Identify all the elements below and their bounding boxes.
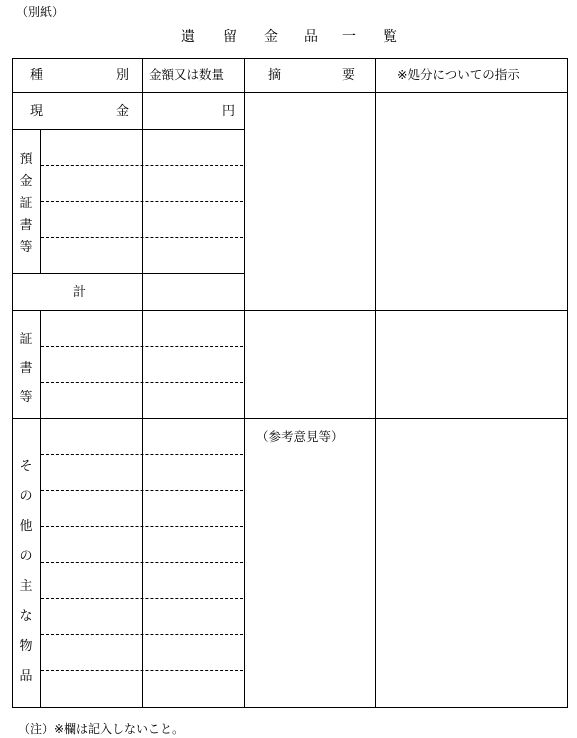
- summary-column-left-border: [244, 58, 245, 708]
- other-row-divider-4: [41, 562, 243, 563]
- other-row-divider-7: [41, 670, 243, 671]
- header-amount: 金額又は数量: [149, 67, 225, 82]
- subtotal-bottom-border: [12, 310, 568, 311]
- deposit-block-bottom-border: [12, 273, 245, 274]
- cash-unit-label: 円: [222, 104, 236, 119]
- deposit-label-char: 書: [19, 218, 33, 233]
- title-char-5: 一: [342, 29, 356, 45]
- securities-row-divider-1: [41, 346, 243, 347]
- securities-label-char: 等: [19, 390, 33, 405]
- other-label-char: 品: [19, 669, 33, 684]
- other-label-char: 他: [19, 519, 33, 534]
- securities-label-column-divider: [40, 310, 41, 707]
- other-row-divider-3: [41, 526, 243, 527]
- other-label-char: そ: [19, 459, 33, 474]
- table-right-border: [567, 58, 568, 708]
- instruction-column-left-border: [375, 58, 376, 708]
- deposit-row-divider-1: [41, 165, 243, 166]
- other-label-char: の: [19, 549, 33, 564]
- title-char-6: 覧: [383, 29, 397, 45]
- other-items-vertical-label: [16, 455, 36, 695]
- title-char-1: 遺: [181, 29, 195, 45]
- reference-note: （参考意見等）: [256, 429, 344, 444]
- other-label-char: 物: [19, 639, 33, 654]
- title-char-3: 金: [264, 29, 278, 45]
- securities-bottom-border: [12, 418, 568, 419]
- other-label-char: 主: [19, 579, 33, 594]
- securities-label-char: 書: [19, 361, 33, 376]
- footer-note: （注）※欄は記入しないこと。: [18, 722, 185, 736]
- deposit-row-divider-2: [41, 201, 243, 202]
- header-bottom-border: [12, 92, 568, 93]
- subtotal-label: 計: [73, 285, 87, 300]
- attachment-label: （別紙）: [16, 5, 65, 19]
- securities-row-divider-2: [41, 382, 243, 383]
- deposit-vertical-label: [16, 148, 36, 258]
- deposit-label-char: 預: [19, 152, 33, 167]
- header-summary-char-2: 要: [342, 68, 356, 83]
- amount-column-left-border: [142, 58, 143, 708]
- securities-label-char: 証: [19, 332, 33, 347]
- header-instruction: ※処分についての指示: [397, 67, 520, 82]
- other-label-char: の: [19, 489, 33, 504]
- other-row-divider-6: [41, 634, 243, 635]
- deposit-row-divider-3: [41, 237, 243, 238]
- table-top-border: [12, 58, 568, 59]
- header-type-char-1: 種: [30, 68, 44, 83]
- deposit-label-char: 等: [19, 240, 33, 255]
- deposit-label-char: 証: [19, 196, 33, 211]
- title-char-2: 留: [223, 29, 237, 45]
- securities-vertical-label: [16, 328, 36, 415]
- cash-label-char-1: 現: [30, 104, 44, 119]
- cash-row-bottom-border: [12, 129, 245, 130]
- other-row-divider-2: [41, 490, 243, 491]
- other-label-char: な: [19, 609, 33, 624]
- table-left-border: [12, 58, 13, 708]
- title-char-4: 品: [304, 29, 318, 45]
- header-summary-char-1: 摘: [268, 68, 282, 83]
- cash-label-char-2: 金: [116, 104, 130, 119]
- other-row-divider-1: [41, 454, 243, 455]
- table-bottom-border: [12, 707, 568, 708]
- other-row-divider-5: [41, 598, 243, 599]
- deposit-label-char: 金: [19, 174, 33, 189]
- header-type-char-2: 別: [116, 68, 130, 83]
